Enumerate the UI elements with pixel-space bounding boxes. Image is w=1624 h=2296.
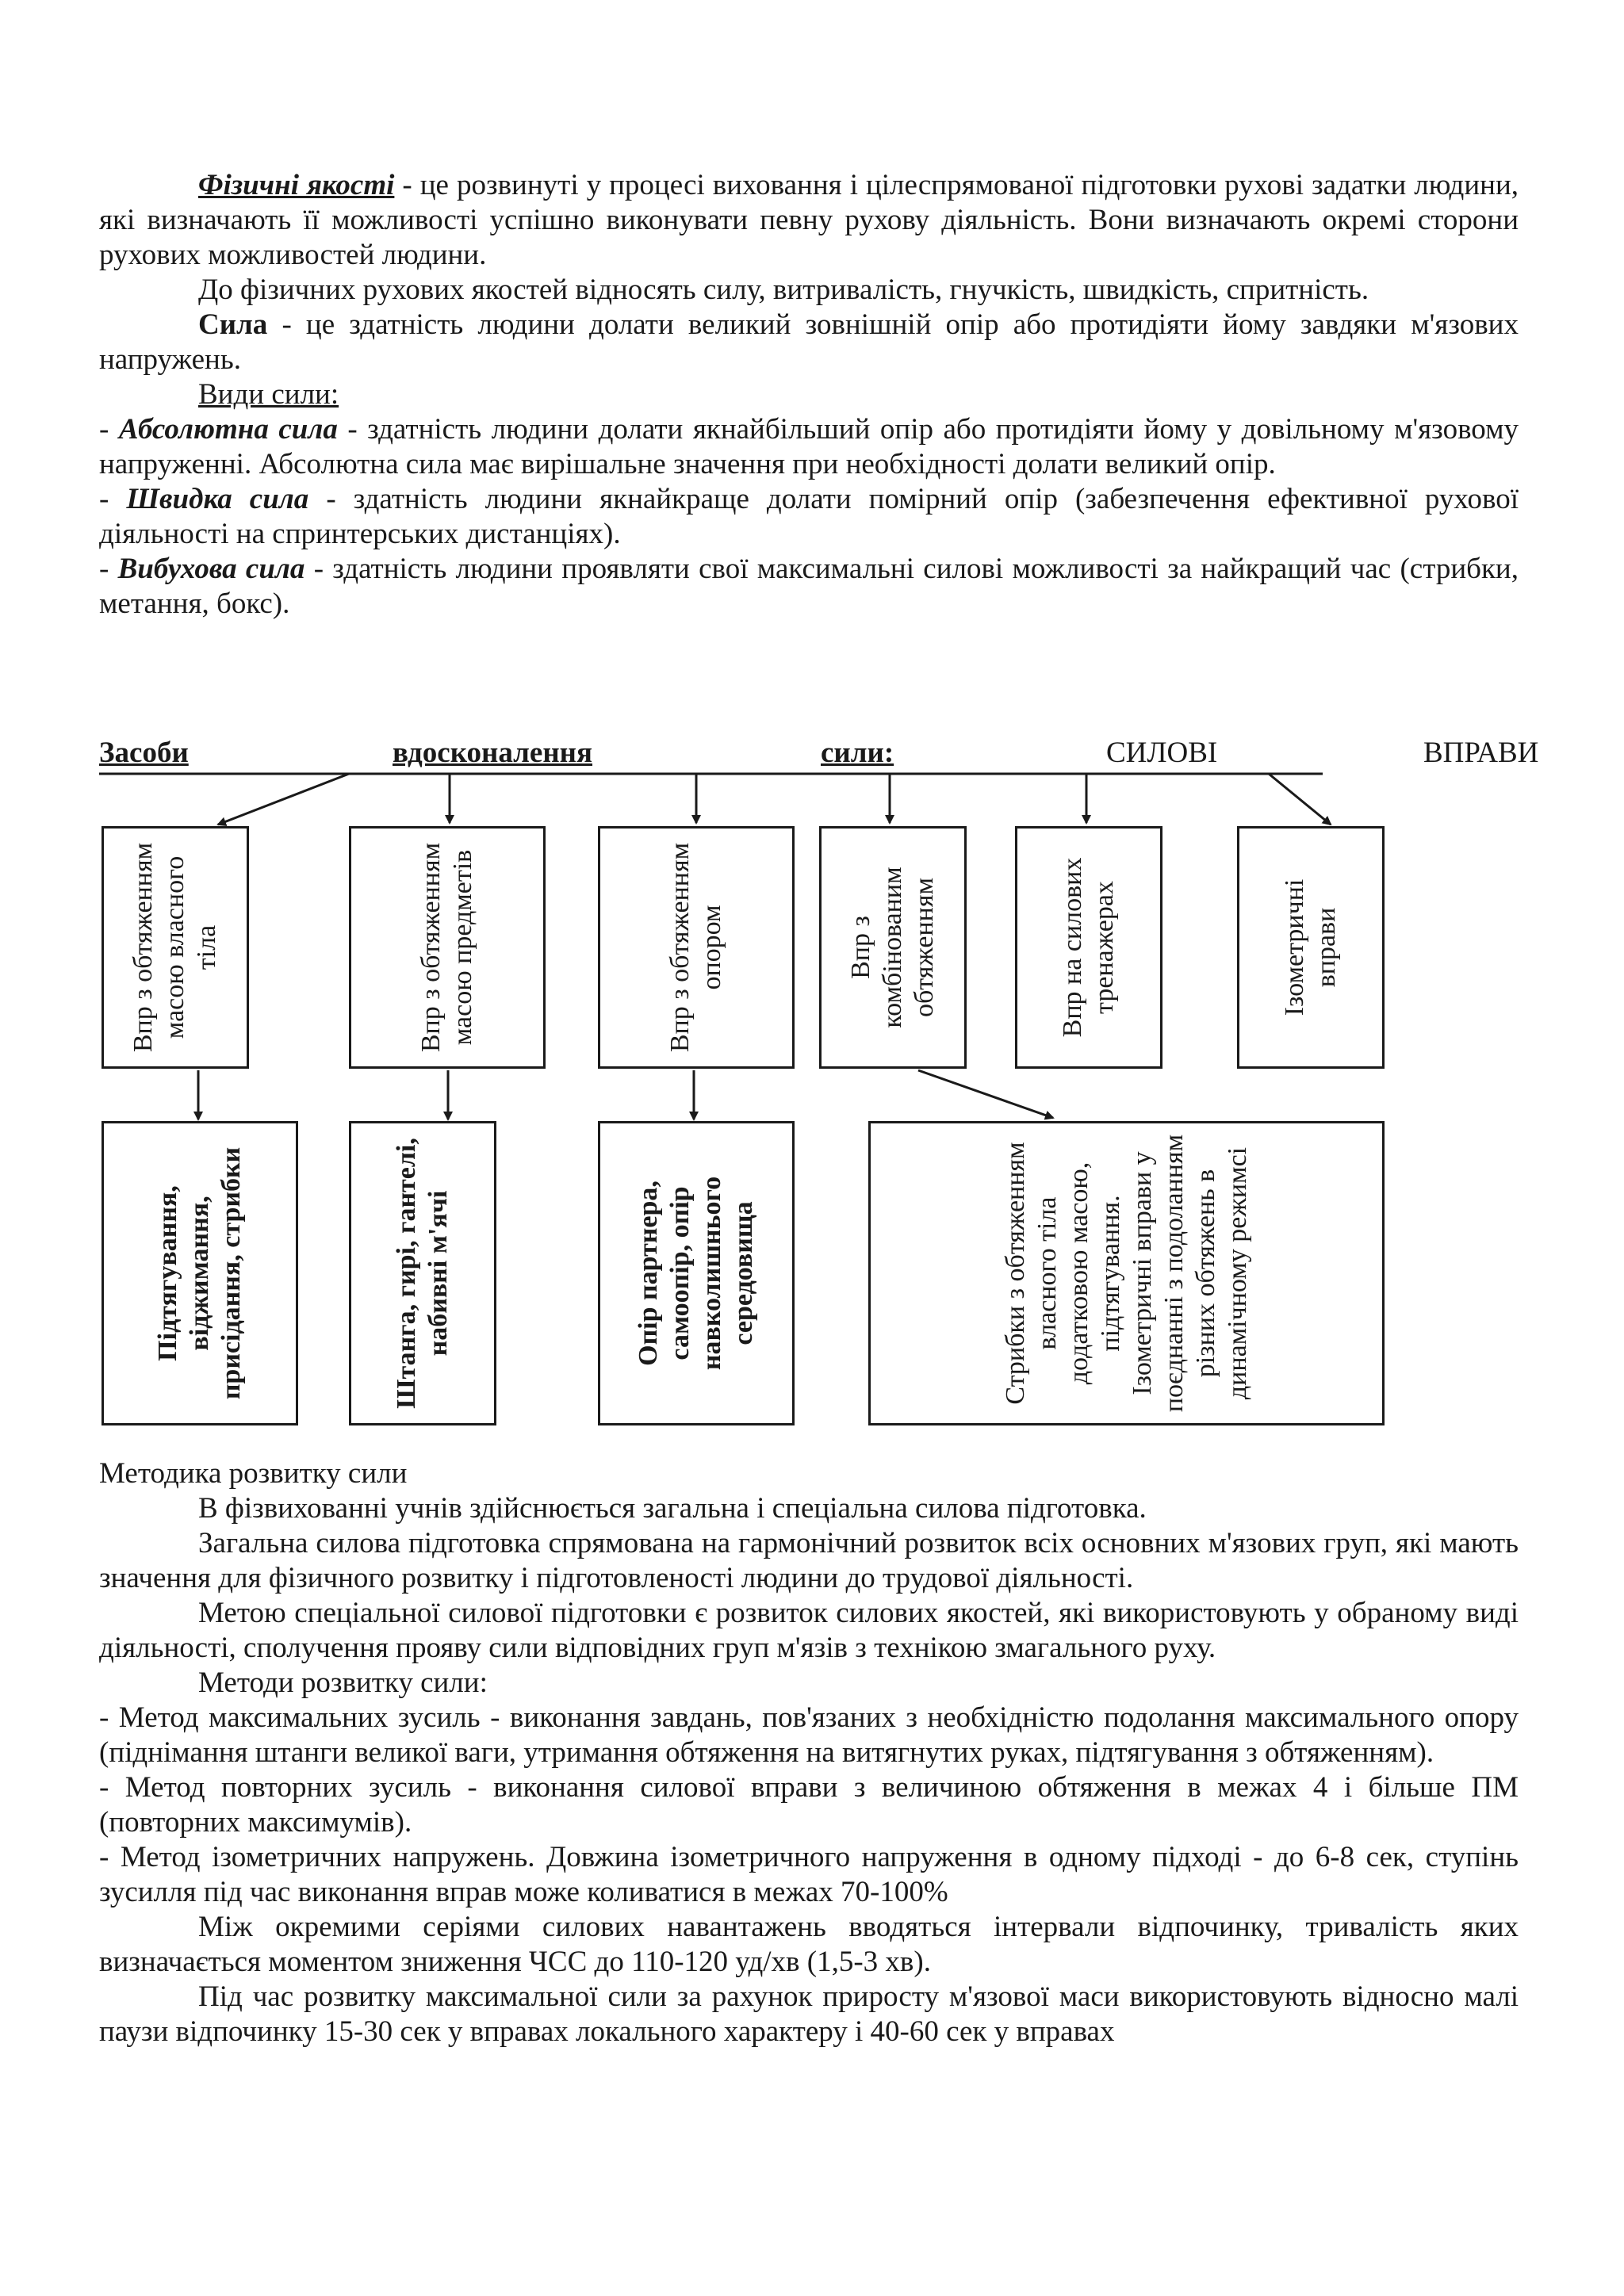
qualities-paragraph — [99, 168, 1519, 273]
method-paragraph: Метою спеціальної силової підготовки є розвиток силових якостей, які використовують у обраному виді діяльності, сполучення прояву сили відповідних груп м'язів з технікою змагального руху. — [99, 1597, 1519, 1664]
method-paragraph: Під час розвитку максимальної сили за рахунок приросту м'язової маси використовують відносно малі паузи відпочинку 15-30 сек у вправах локального характеру і 40-60 сек у вправах — [99, 1980, 1519, 2048]
means-heading-word: Засоби — [99, 737, 189, 769]
strength-type-name: Вибухова сила — [117, 553, 305, 585]
method-list-item: - Метод максимальних зусиль - виконання завдань, пов'язаних з необхідністю подолання максимального опору (піднімання штанги великої ваги, утримання обтяження на витягнутих руках, підтягування з обтяженням). — [99, 1701, 1519, 1769]
means-top-box — [102, 826, 249, 1069]
means-top-box-label: Впр з обтяженням масою власного тіла — [128, 842, 221, 1053]
list-dash: - — [99, 553, 118, 585]
means-heading-word: сили: — [821, 737, 894, 769]
method-paragraph: Між окремими серіями силових навантажень вводяться інтервали відпочинку, тривалість яких визначається моментом зниження ЧСС до 110-120 уд/хв (1,5-3 хв). — [99, 1911, 1519, 1978]
diagram-arrow — [1269, 774, 1331, 825]
means-heading-word: ВПРАВИ — [1423, 737, 1539, 769]
strength-type-item — [99, 412, 1519, 482]
intro-section — [99, 168, 1519, 622]
means-top-box — [1015, 826, 1162, 1069]
strength-types-heading: Види сили: — [198, 378, 339, 411]
means-heading — [99, 736, 1539, 771]
strength-type-name: Абсолютна сила — [118, 413, 338, 446]
means-heading-word: СИЛОВІ — [1106, 737, 1218, 769]
strength-type-text: - здатність людини долати якнайбільший опір або протидіяти йому у довільному м'язовому напруженні. Абсолютна сила має вирішальне значення при необхідності долати великий опір. — [99, 413, 1519, 480]
means-top-box — [819, 826, 967, 1069]
diagram-arrow — [218, 774, 349, 825]
qualities-definition: - це розвинуті у процесі виховання і цілеспрямованої підготовки рухові задатки людини, які визначають її можливості успішно виконувати певну рухову діяльність. Вони визначають окремі сторони рухових можливостей людини. — [99, 169, 1519, 271]
means-bottom-box — [598, 1121, 795, 1425]
means-bottom-box — [102, 1121, 298, 1425]
strength-paragraph — [99, 308, 1519, 377]
means-top-box-label: Впр з обтяженням опором — [665, 842, 726, 1053]
strength-type-item — [99, 552, 1519, 622]
method-section — [99, 1456, 1519, 2049]
means-bottom-box — [349, 1121, 496, 1425]
means-heading-word: вдосконалення — [393, 737, 593, 769]
means-top-box — [598, 826, 795, 1069]
means-bottom-box-label: Опір партнера, самоопір, опір навколишнього середовища — [634, 1176, 758, 1371]
means-bottom-box-label: Стрибки з обтяженням власного тіла додатковою масою, підтягування. Ізометричні вправи у поєднанні з подоланням різних обтяжень в динамічному режимсі — [1000, 1134, 1252, 1413]
strength-term: Сила — [198, 308, 268, 341]
strength-type-text: - здатність людини проявляти свої максимальні силові можливості за найкращий час (стрибки, метання, бокс). — [99, 553, 1519, 620]
methods-heading: Методи розвитку сили: — [198, 1667, 488, 1699]
method-list-item: - Метод ізометричних напружень. Довжина ізометричного напруження в одному підході - до 6-8 сек, ступінь зусилля під час виконання вправ може коливатися в межах 70-100% — [99, 1841, 1519, 1908]
strength-type-item — [99, 482, 1519, 552]
method-paragraph: В фізвихованні учнів здійснюється загальна і спеціальна силова підготовка. — [198, 1492, 1147, 1525]
diagram-arrow — [918, 1070, 1053, 1118]
strength-definition: - це здатність людини долати великий зовнішній опір або протидіяти йому завдяки м'язових напружень. — [99, 308, 1519, 376]
means-bottom-box-label: Підтягування, віджимання, присідання, стрибки — [153, 1146, 246, 1400]
strength-type-text: - здатність людини якнайкраще долати помірний опір (забезпечення ефективної рухової діяльності на спринтерських дистанціях). — [99, 483, 1519, 550]
means-top-box — [1237, 826, 1385, 1069]
means-top-box-label: Впр з комбінованим обтяженням — [846, 867, 939, 1028]
means-top-box-label: Впр на силових тренажерах — [1058, 857, 1119, 1038]
means-bottom-box — [868, 1121, 1385, 1425]
qualities-term: Фізичні якості — [198, 169, 395, 201]
strength-type-name: Швидка сила — [126, 483, 309, 515]
means-top-box — [349, 826, 546, 1069]
qualities-list-paragraph: До фізичних рухових якостей відносять силу, витривалість, гнучкість, швидкість, спритність. — [198, 274, 1369, 306]
means-bottom-box-label: Штанга, гирі, гантелі, набивні м'ячі — [392, 1138, 453, 1409]
method-list-item: - Метод повторних зусиль - виконання силової вправи з величиною обтяження в межах 4 і більше ПМ (повторних максимумів). — [99, 1771, 1519, 1839]
list-dash: - — [99, 413, 119, 446]
method-paragraph: Загальна силова підготовка спрямована на гармонічний розвиток всіх основних м'язових груп, які мають значення для фізичного розвитку і підготовленості людини до трудової діяльності. — [99, 1527, 1519, 1594]
method-title: Методика розвитку сили — [99, 1457, 408, 1490]
strength-types-heading-line — [99, 377, 1519, 412]
list-dash: - — [99, 483, 127, 515]
means-top-box-label: Ізометричні вправи — [1280, 878, 1341, 1016]
means-top-box-label: Впр з обтяженням масою предметів — [416, 842, 477, 1053]
